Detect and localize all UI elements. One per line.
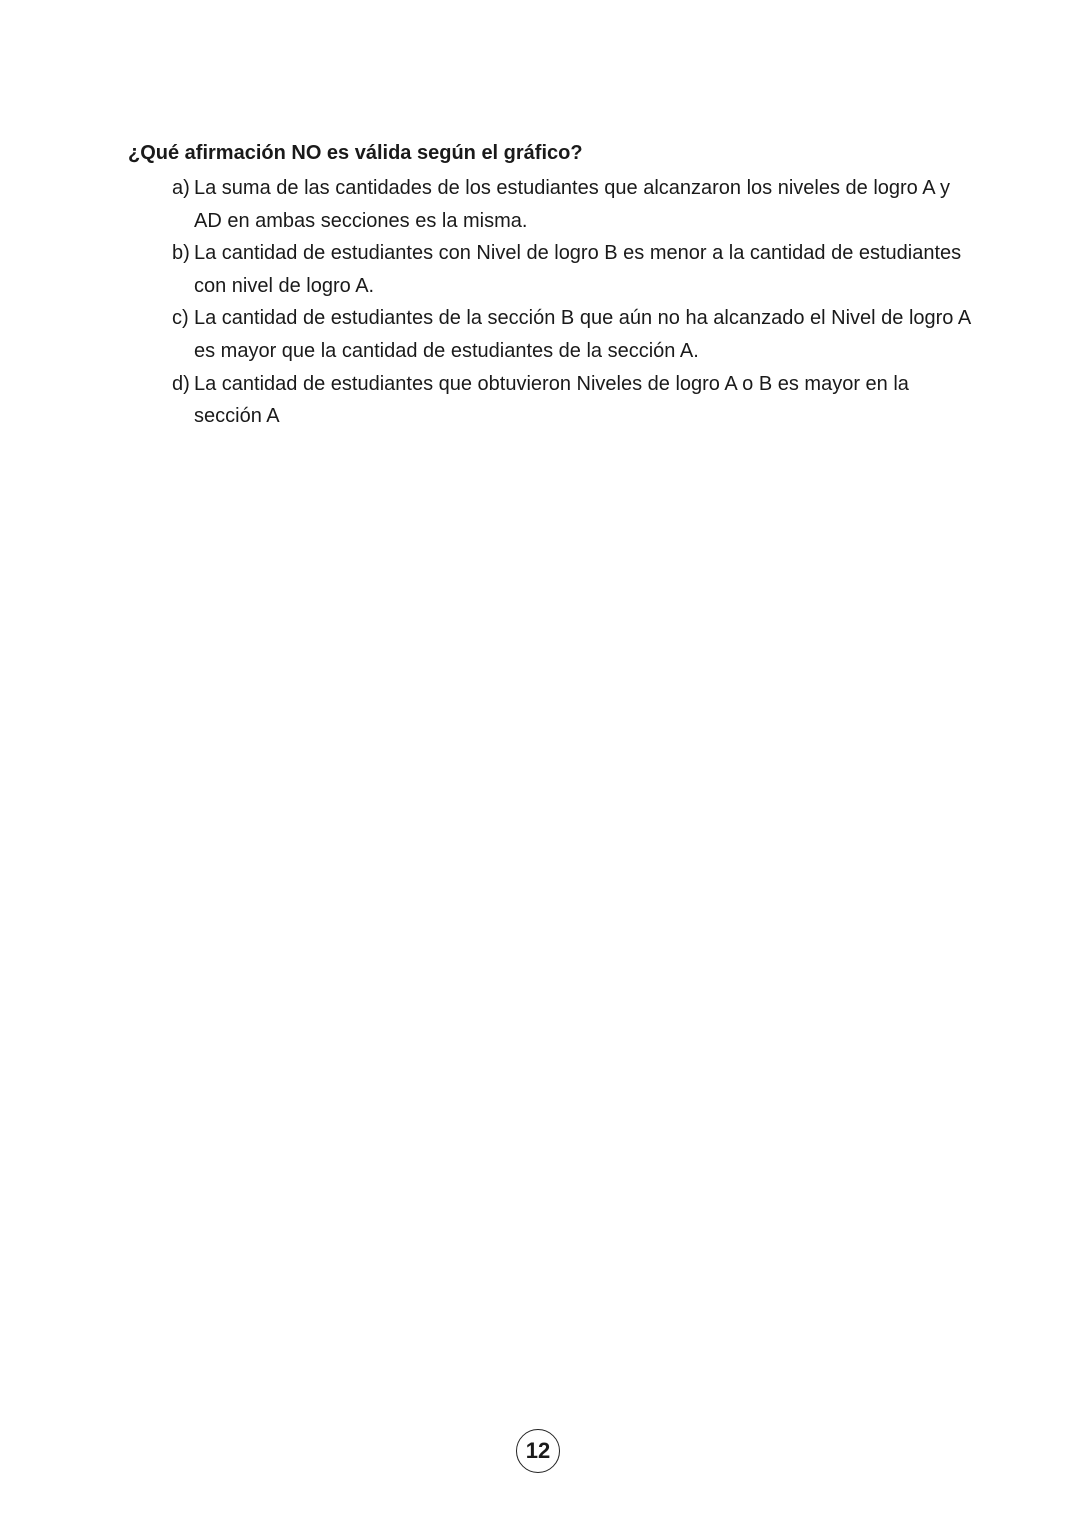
option-text: La cantidad de estudiantes de la sección B que aún no ha alcanzado el Nivel de logro A es mayor que la cantidad de estudiantes de la sección A.	[194, 307, 971, 362]
option-text: La cantidad de estudiantes que obtuvieron Niveles de logro A o B es mayor en la sección A	[194, 372, 909, 428]
option-letter: a)	[172, 177, 190, 199]
answer-options-list	[172, 172, 972, 433]
option-letter: d)	[172, 372, 190, 395]
option-b	[172, 237, 972, 302]
option-a	[172, 172, 972, 237]
option-text: La cantidad de estudiantes con Nivel de logro B es menor a la cantidad de estudiantes con nivel de logro A.	[194, 242, 962, 297]
page-number-badge: 12	[516, 1429, 560, 1473]
option-c	[172, 302, 972, 367]
option-d	[172, 368, 972, 433]
option-letter: c)	[172, 307, 189, 330]
question-title: ¿Qué afirmación NO es válida según el gráfico?	[128, 142, 583, 164]
option-text: La suma de las cantidades de los estudiantes que alcanzaron los niveles de logro A y AD en ambas secciones es la misma.	[194, 177, 951, 232]
option-letter: b)	[172, 242, 190, 265]
